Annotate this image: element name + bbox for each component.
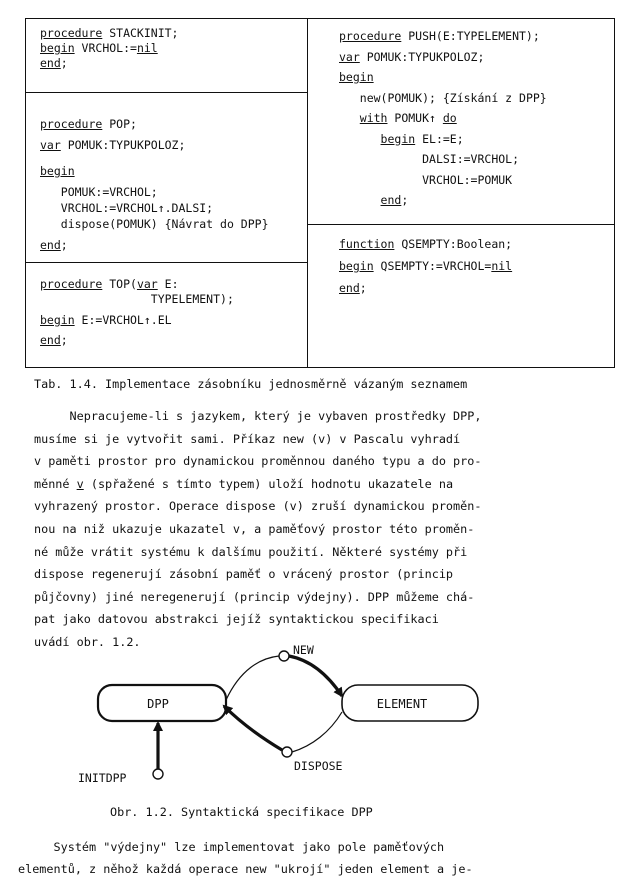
keyword: begin	[339, 259, 374, 273]
code-text: QSEMPTY:=VRCHOL=	[373, 259, 492, 273]
code-text: TYPELEMENT);	[150, 292, 234, 306]
text-line: vyhrazený prostor. Operace dispose (v) zruší dynamickou proměn-	[34, 499, 482, 514]
keyword: begin	[339, 70, 374, 84]
edge-dpp-to-new	[226, 656, 279, 700]
text-line: nou na niž ukazuje ukazatel v, a paměťový prostor této proměn-	[34, 521, 475, 536]
keyword: function	[339, 237, 395, 251]
text-line: v paměti prostor pro dynamickou proměnnou daného typu a do pro-	[34, 454, 482, 469]
initdpp-operation-node	[153, 769, 163, 779]
table-column-divider	[307, 18, 308, 368]
keyword: do	[442, 111, 457, 125]
code-text: ;	[401, 193, 409, 207]
paragraph-1	[34, 405, 626, 654]
code-text: ;	[60, 238, 68, 252]
code-text: E:=VRCHOL↑.EL	[74, 313, 172, 327]
keyword: end	[339, 281, 360, 295]
dpp-label: DPP	[147, 697, 169, 711]
keyword: var	[339, 49, 360, 64]
code-text: PUSH(E:TYPELEMENT);	[401, 29, 540, 43]
code-top	[40, 277, 234, 348]
new-operation-node	[279, 651, 289, 661]
code-text: EL:=E;	[415, 131, 464, 146]
keyword: procedure	[40, 277, 103, 291]
text-line: půjčovny) jiné neregenerují (princip výdejny). DPP můžeme chá-	[34, 589, 475, 604]
keyword: procedure	[339, 29, 402, 43]
code-text: dispose(POMUK) {Návrat do DPP}	[60, 217, 269, 231]
code-stackinit	[40, 26, 178, 71]
code-text: VRCHOL:=	[74, 41, 137, 55]
keyword: begin	[40, 164, 75, 178]
keyword: nil	[136, 41, 158, 55]
text-line: v	[76, 476, 84, 491]
code-text: TOP(	[102, 277, 137, 291]
dispose-operation-node	[282, 747, 292, 757]
dispose-label: DISPOSE	[294, 759, 343, 773]
paragraph-2	[18, 836, 630, 880]
text-line: Nepracujeme-li s jazykem, který je vybaven prostředky DPP,	[34, 409, 482, 423]
code-text: DALSI:=VRCHOL;	[422, 152, 520, 166]
table-row-divider-left-1	[25, 92, 308, 93]
keyword: end	[380, 193, 402, 207]
dpp-diagram	[0, 640, 636, 790]
code-text: VRCHOL:=VRCHOL↑.DALSI;	[60, 201, 214, 215]
keyword: end	[40, 238, 61, 252]
element-label: ELEMENT	[376, 697, 428, 711]
table-caption: Tab. 1.4. Implementace zásobníku jednosměrně vázaným seznamem	[34, 377, 468, 391]
text-line: elementů, z něhož každá operace new "ukrojí" jeden element a je-	[18, 862, 473, 876]
new-label: NEW	[293, 643, 314, 657]
keyword: var	[136, 277, 158, 291]
code-text: new(POMUK); {Získání z DPP}	[359, 90, 547, 105]
keyword: procedure	[40, 117, 103, 131]
code-push	[339, 26, 547, 211]
text-line: musíme si je vytvořit sami. Příkaz new (v) v Pascalu vyhradí	[34, 431, 461, 446]
table-row-divider-left-2	[25, 262, 308, 263]
code-text: POMUK:TYPUKPOLOZ;	[359, 49, 485, 64]
code-qsempty	[339, 233, 512, 299]
figure-caption: Obr. 1.2. Syntaktická specifikace DPP	[110, 805, 373, 819]
text-line: dispose regenerují zásobní paměť o vrácený prostor (princip	[34, 567, 454, 582]
code-text: POMUK:=VRCHOL;	[60, 185, 158, 199]
text-line: (spřažené s tímto typem) uloží hodnotu ukazatele na	[83, 476, 454, 491]
code-pop	[40, 116, 269, 258]
keyword: var	[40, 138, 61, 152]
code-text: POMUK:TYPUKPOLOZ;	[60, 138, 186, 152]
initdpp-label: INITDPP	[78, 771, 127, 785]
code-text: POMUK↑	[387, 111, 443, 125]
code-text: ;	[60, 56, 68, 70]
keyword: with	[359, 111, 388, 125]
code-text: STACKINIT;	[102, 26, 179, 40]
keyword: end	[40, 56, 61, 70]
text-line: uvádí obr. 1.2.	[34, 634, 141, 649]
code-text: E:	[157, 277, 179, 291]
text-line: Systém "výdejny" lze implementovat jako pole paměťových	[18, 840, 445, 854]
keyword: nil	[491, 259, 513, 273]
table-row-divider-right	[307, 224, 615, 225]
code-text: QSEMPTY:Boolean;	[394, 237, 513, 251]
text-line: měnné	[34, 476, 77, 491]
code-text: ;	[359, 281, 367, 295]
edge-dispose-to-dpp	[224, 706, 282, 750]
text-line: né může vrátit systému k dalšímu použití. Některé systémy při	[34, 544, 468, 559]
edge-new-to-element	[289, 656, 342, 696]
keyword: begin	[40, 41, 75, 55]
code-text: VRCHOL:=POMUK	[422, 172, 513, 187]
keyword: end	[40, 333, 61, 347]
keyword: begin	[380, 131, 416, 146]
keyword: procedure	[40, 26, 103, 40]
text-line: pat jako datovou abstrakci jejíž syntaktickou specifikaci	[34, 612, 439, 627]
code-text: POP;	[102, 117, 137, 131]
keyword: begin	[40, 313, 75, 327]
edge-element-to-dispose	[292, 712, 342, 752]
code-text: ;	[60, 333, 68, 347]
